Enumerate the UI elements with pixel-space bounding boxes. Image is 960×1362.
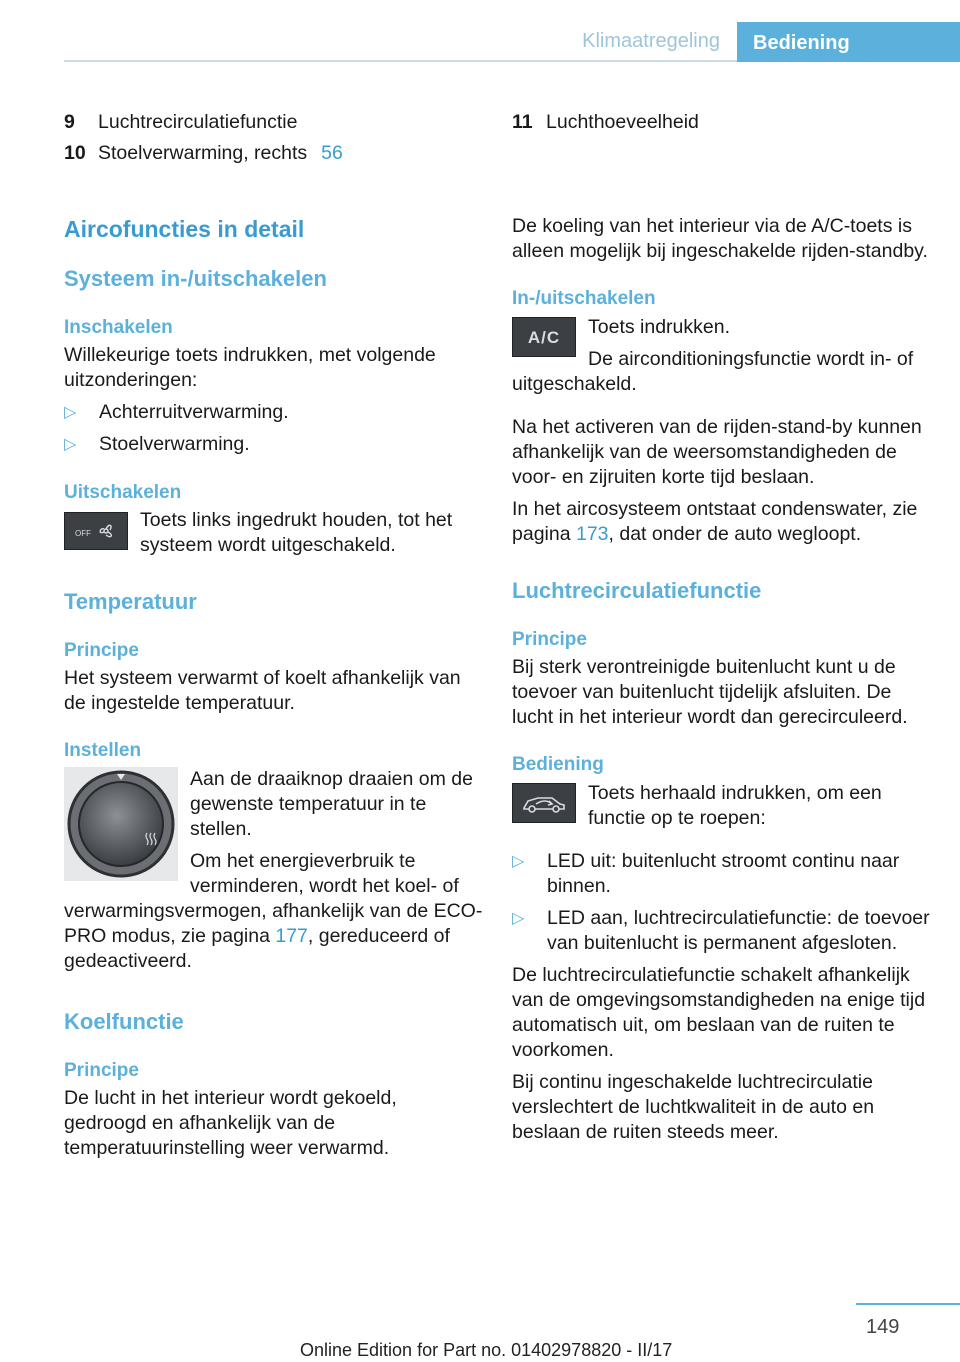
legend-text: Stoelverwarming, rechts	[98, 142, 308, 164]
paragraph: Toets indrukken.	[588, 316, 730, 338]
bullet-list	[512, 849, 932, 956]
paragraph: De koeling van het interieur via de A/C-toets is alleen mogelijk bij ingeschakelde rijden-standby.	[512, 215, 928, 262]
paragraph: Toets herhaald indrukken, om een functie op te roepen:	[588, 782, 882, 829]
triangle-bullet-icon: ▷	[512, 910, 525, 927]
heading: Uitschakelen	[64, 482, 182, 503]
header-tab: Bediening	[737, 22, 960, 62]
ac-button-icon: A/C	[512, 317, 576, 357]
triangle-bullet-icon: ▷	[512, 853, 525, 870]
left-column	[64, 110, 484, 1161]
heading: Principe	[64, 1060, 139, 1081]
uitschakelen-block	[64, 508, 484, 558]
subsection-title: Koelfunctie	[64, 1009, 184, 1034]
heading: Principe	[64, 640, 139, 661]
header-section: Klimaatregeling	[582, 30, 720, 52]
off-fan-button-icon	[64, 512, 128, 550]
page-link[interactable]: 56	[321, 142, 343, 164]
paragraph: Aan de draaiknop draaien om de gewenste temperatuur in te stellen.	[190, 768, 473, 840]
paragraph: De lucht in het interieur wordt gekoeld, gedroogd en afhankelijk van de temperatuurinstelling weer verwarmd.	[64, 1087, 397, 1159]
heading: Instellen	[64, 740, 142, 761]
subsection-title: Temperatuur	[64, 589, 197, 614]
paragraph: Na het activeren van de rijden-stand-by kunnen afhankelijk van de weersomstandigheden de voor- en zijruiten korte tijd beslaan.	[512, 416, 922, 488]
list-item: ▷ Stoelverwarming.	[64, 433, 250, 455]
legend-item	[64, 110, 484, 141]
paragraph: De airconditioningsfunctie wordt in- of uitgeschakeld.	[512, 348, 914, 395]
subsection-title: Systeem in-/uitschakelen	[64, 266, 327, 291]
page-number: 149	[866, 1316, 900, 1338]
paragraph: Bij sterk verontreinigde buitenlucht kunt u de toevoer van buitenlucht tijdelijk afsluiten. De lucht in het interieur wordt dan gerecirculeerd.	[512, 656, 908, 728]
heading: Principe	[512, 629, 587, 650]
legend-number: 9	[64, 111, 75, 133]
triangle-bullet-icon: ▷	[64, 436, 77, 453]
recirculation-button-icon	[512, 783, 576, 823]
bullet-list	[64, 400, 484, 457]
temperature-knob-icon	[64, 767, 178, 881]
subsection-title: Luchtrecirculatiefunctie	[512, 578, 762, 603]
list-item: ▷ LED aan, luchtrecirculatiefunctie: de toevoer van buitenlucht is permanent afgesloten.	[512, 907, 930, 954]
paragraph: Bij continu ingeschakelde luchtrecirculatie verslechtert de luchtkwaliteit in de auto en beslaan de ruiten steeds meer.	[512, 1071, 875, 1143]
legend-number: 11	[512, 111, 533, 133]
triangle-bullet-icon: ▷	[64, 404, 77, 421]
list-item: ▷ Achterruitverwarming.	[64, 401, 289, 423]
heading: Inschakelen	[64, 317, 173, 338]
section-title: Aircofuncties in detail	[64, 216, 305, 242]
paragraph: De luchtrecirculatiefunctie schakelt afhankelijk van de omgevingsomstandigheden na enige tijd automatisch uit, om beslaan van de ruiten te voorkomen.	[512, 964, 926, 1061]
bediening-block	[512, 781, 932, 831]
legend-item	[64, 141, 484, 172]
paragraph: Willekeurige toets indrukken, met volgende uitzonderingen:	[64, 344, 436, 391]
svg-text:OFF: OFF	[75, 529, 91, 538]
ac-block	[512, 315, 932, 397]
footer-rule	[856, 1303, 960, 1305]
paragraph: Toets links ingedrukt houden, tot het systeem wordt uitgeschakeld.	[140, 509, 453, 556]
legend-number: 10	[64, 142, 86, 164]
heading: Bediening	[512, 754, 604, 775]
paragraph: Het systeem verwarmt of koelt afhankelijk van de ingestelde temperatuur.	[64, 667, 461, 714]
instellen-block	[64, 767, 484, 974]
list-item: ▷ LED uit: buitenlucht stroomt continu naar binnen.	[512, 850, 900, 897]
right-column	[512, 110, 932, 1145]
legend-text: Luchthoeveelheid	[546, 111, 699, 133]
page-link[interactable]: 173	[575, 523, 609, 545]
legend-item	[512, 110, 932, 141]
paragraph: In het aircosysteem ontstaat condenswater, zie pagina 173, dat onder de auto wegloopt.	[512, 498, 918, 545]
edition-note: Online Edition for Part no. 01402978820 - II/17	[300, 1340, 673, 1360]
legend-text: Luchtrecirculatiefunctie	[98, 111, 298, 133]
paragraph: Om het energieverbruik te verminderen, wordt het koel- of verwarmingsvermogen, afhankelijk van de ECO-PRO modus, zie pagina 177, gereduceerd of gedeactiveerd.	[64, 850, 483, 972]
page-link[interactable]: 177	[275, 925, 308, 947]
heading: In-/uitschakelen	[512, 288, 656, 309]
